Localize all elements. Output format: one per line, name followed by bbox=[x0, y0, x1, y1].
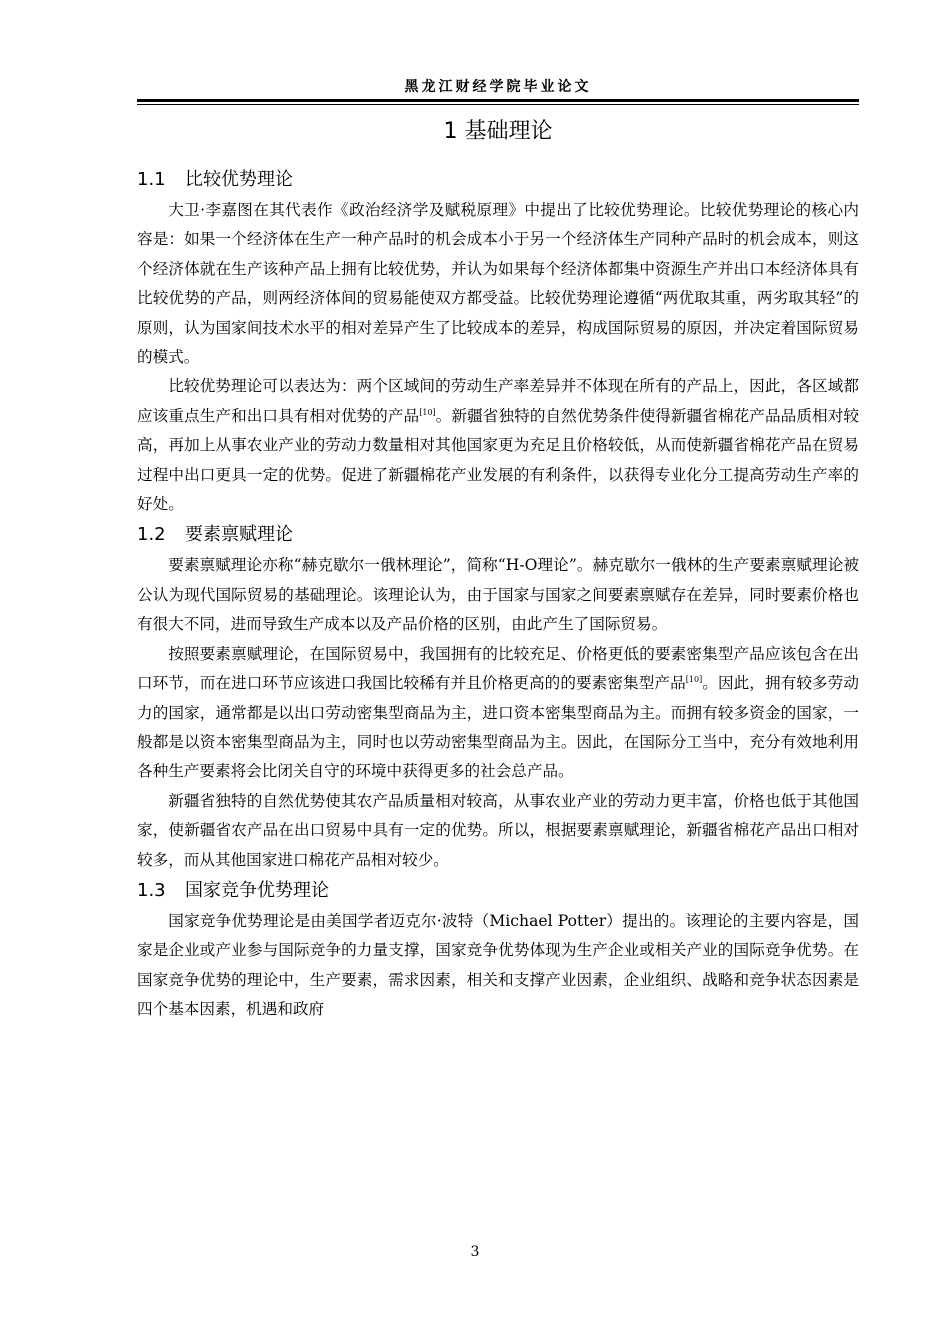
paragraph-text: 。新疆省独特的自然优势条件使得新疆省棉花产品品质相对较高，再加上从事农业产业的劳动力数量相对其他国家更为充足且价格较低，从而使新疆省棉花产品在贸易过程中出口更具一定的优势。促进了新疆棉花产业发展的有利条件，以获得专业化分工提高劳动生产率的好处。 bbox=[137, 406, 859, 514]
section-title: 国家竞争优势理论 bbox=[185, 879, 329, 901]
paragraph bbox=[137, 787, 859, 875]
paragraph-text: 国家竞争优势理论是由美国学者迈克尔·波特（Michael Potter）提出的。该理论的主要内容是，国家是企业或产业参与国际竞争的力量支撑，国家竞争优势体现为生产企业或相关产业的国际竞争优势。在国家竞争优势的理论中，生产要素，需求因素，相关和支撑产业因素，企业组织、战略和竞争状态因素是四个基本因素，机遇和政府 bbox=[137, 911, 859, 1019]
section-number: 1.2 bbox=[137, 524, 166, 546]
paragraph bbox=[137, 551, 859, 639]
paragraph bbox=[137, 907, 859, 1025]
paragraph-text: 比较优势理论可以表达为：两个区域间的劳动生产率差异并不体现在所有的产品上，因此，各区域都应该重点生产和出口具有相对优势的产品 bbox=[137, 377, 859, 425]
paragraph bbox=[137, 196, 859, 372]
section-heading bbox=[137, 519, 859, 551]
page-body bbox=[137, 112, 859, 1025]
paragraph bbox=[137, 372, 859, 519]
section-number: 1.1 bbox=[137, 169, 166, 190]
header-rule-thin bbox=[137, 104, 859, 105]
citation-marker: [10] bbox=[419, 407, 436, 417]
paragraph-text: 新疆省独特的自然优势使其农产品质量相对较高，从事农业产业的劳动力更丰富，价格也低于其他国家，使新疆省农产品在出口贸易中具有一定的优势。所以，根据要素禀赋理论，新疆省棉花产品出口相对较多，而从其他国家进口棉花产品相对较少。 bbox=[137, 791, 859, 869]
page-number: 3 bbox=[470, 1244, 480, 1260]
running-header: 黑龙江财经学院毕业论文 bbox=[404, 79, 592, 95]
section-title: 要素禀赋理论 bbox=[185, 524, 293, 546]
header-rule-thick bbox=[137, 99, 859, 102]
section-heading bbox=[137, 875, 859, 907]
paragraph bbox=[137, 640, 859, 787]
paragraph-text: 。因此，拥有较多劳动力的国家，通常都是以出口劳动密集型商品为主，进口资本密集型商品为主。而拥有较多资金的国家，一般都是以资本密集型商品为主，同时也以劳动密集型商品为主。因此，在国际分工当中，充分有效地利用各种生产要素将会比闭关自守的环境中获得更多的社会总产品。 bbox=[137, 674, 859, 781]
section-heading bbox=[137, 164, 859, 196]
section-title: 比较优势理论 bbox=[185, 169, 293, 190]
citation-marker: [10] bbox=[685, 674, 703, 684]
paragraph-text: 大卫·李嘉图在其代表作《政治经济学及赋税原理》中提出了比较优势理论。比较优势理论的核心内容是：如果一个经济体在生产一种产品时的机会成本小于另一个经济体生产同种产品时的机会成本，则这个经济体就在生产该种产品上拥有比较优势，并认为如果每个经济体都集中资源生产并出口本经济体具有比较优势的产品，则两经济体间的贸易能使双方都受益。比较优势理论遵循“两优取其重，两劣取其轻”的原则，认为国家间技术水平的相对差异产生了比较成本的差异，构成国际贸易的原因，并决定着国际贸易的模式。 bbox=[137, 201, 859, 367]
section-number: 1.3 bbox=[137, 879, 166, 901]
chapter-title: 1 基础理论 bbox=[443, 119, 553, 144]
paragraph-text: 按照要素禀赋理论，在国际贸易中，我国拥有的比较充足、价格更低的要素密集型产品应该包含在出口环节，而在进口环节应该进口我国比较稀有并且价格更高的的要素密集型产品 bbox=[137, 644, 859, 693]
paragraph-text: 要素禀赋理论亦称“赫克歇尔一俄林理论”，简称“H-O理论”。赫克歇尔一俄林的生产要素禀赋理论被公认为现代国际贸易的基础理论。该理论认为，由于国家与国家之间要素禀赋存在差异，同时要素价格也有很大不同，进而导致生产成本以及产品价格的区别，由此产生了国际贸易。 bbox=[137, 556, 859, 634]
